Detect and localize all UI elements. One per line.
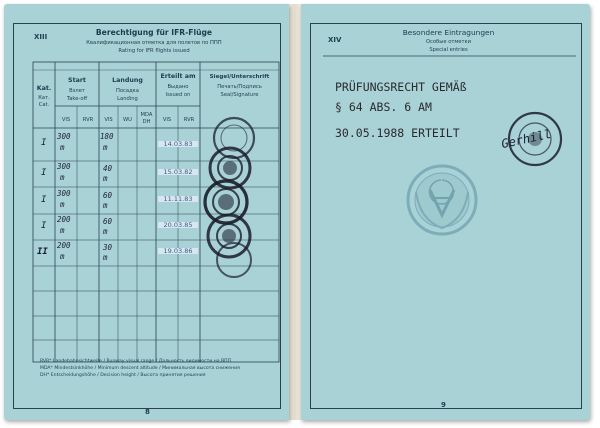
- section-number: XIII: [34, 33, 48, 41]
- row1-landung-vis: 180: [100, 132, 114, 141]
- row2-start-vis: 300: [57, 162, 71, 171]
- entry-line-2: § 64 ABS. 6 AM: [335, 100, 432, 114]
- row2-erteilt: 15.03.82: [158, 169, 198, 175]
- col-header-siegel-ru: Печать/Подпись: [217, 84, 262, 90]
- left-page: [4, 4, 289, 420]
- emblem-watermark: [402, 160, 482, 240]
- book-gutter: [289, 4, 301, 420]
- subheader-landung-mda: MDA: [140, 112, 153, 118]
- row1-landung-unit: m: [103, 143, 108, 152]
- official-stamps: [192, 104, 282, 284]
- row5-erteilt: 19.03.86: [158, 248, 198, 254]
- row3-kat: I: [41, 195, 47, 205]
- col-header-erteilt-ru: Выдано: [167, 84, 189, 90]
- right-title-de: Besondere Eintragungen: [402, 28, 495, 37]
- row2-kat: I: [41, 168, 47, 178]
- row4-kat: I: [41, 221, 47, 231]
- row4-start-vis: 200: [57, 215, 71, 224]
- entry-line-1: PRÜFUNGSRECHT GEMÄß: [335, 80, 467, 94]
- row1-start-unit: m: [60, 143, 65, 152]
- page-title-en: Rating for IFR flights issued: [118, 48, 190, 54]
- row3-start-vis: 300: [57, 189, 71, 198]
- subheader-landung-dh: DH: [142, 119, 151, 125]
- subheader-start-vis: VIS: [61, 117, 71, 123]
- right-header-rule: [301, 4, 590, 64]
- footnote-rvr: RVR* Landebahnsichtweite / Runway visual range / Дальность видимости на ВПП: [40, 359, 232, 364]
- col-header-landung-en: Landing: [117, 96, 138, 102]
- row3-start-unit: m: [60, 200, 65, 209]
- row1-erteilt: 14.03.83: [158, 141, 198, 147]
- page-number-right: 9: [441, 401, 446, 409]
- entry-line-3: 30.05.1988 ERTEILT: [335, 126, 460, 140]
- row4-landung-vis: 60: [103, 217, 113, 226]
- row5-kat: II: [37, 247, 48, 257]
- row3-landung-unit: m: [103, 201, 108, 210]
- row1-kat: I: [41, 138, 47, 148]
- row5-landung-vis: 30: [103, 243, 113, 252]
- subheader-landung-wu: WU: [123, 117, 132, 123]
- page-title-ru: Квалификационная отметка для полетов по ППП: [86, 40, 222, 46]
- col-header-erteilt-en: Issued on: [165, 92, 191, 98]
- subheader-start-rvr: RVR: [82, 117, 94, 123]
- row5-landung-unit: m: [103, 253, 108, 262]
- right-title-en: Special entries: [429, 47, 468, 53]
- col-header-erteilt: Erteilt am: [160, 73, 196, 80]
- row3-erteilt: 11.11.83: [158, 196, 198, 202]
- page-title-de: Berechtigung für IFR-Flüge: [95, 28, 213, 37]
- page-number-left: 8: [145, 408, 150, 416]
- col-header-kat: Kat.: [36, 85, 52, 92]
- col-header-landung: Landung: [112, 77, 143, 84]
- signature: Gerhill: [500, 126, 553, 152]
- col-header-start-ru: Взлет: [69, 88, 85, 94]
- section-number-right: XIV: [328, 36, 342, 44]
- col-header-landung-ru: Посадка: [115, 88, 139, 94]
- subheader-landung-vis: VIS: [104, 117, 113, 123]
- right-title-ru: Особые отметки: [425, 39, 472, 45]
- row2-landung-vis: 40: [103, 164, 113, 173]
- row4-erteilt: 20.03.85: [158, 222, 198, 228]
- col-header-siegel-en: Seal/Signature: [220, 92, 259, 98]
- col-header-kat-en: Cat.: [38, 102, 50, 108]
- right-page: [301, 4, 590, 420]
- row2-start-unit: m: [60, 173, 65, 182]
- row1-start-vis: 300: [57, 132, 71, 141]
- col-header-start: Start: [68, 77, 86, 84]
- row2-landung-unit: m: [103, 174, 108, 183]
- footnote-dh: DH* Entscheidungshöhe / Decision height / Высота принятия решения: [40, 373, 206, 378]
- col-header-start-en: Take-off: [66, 96, 88, 102]
- row4-start-unit: m: [60, 226, 65, 235]
- subheader-erteilt-rvr: RVR: [183, 117, 195, 123]
- row5-start-unit: m: [60, 252, 65, 261]
- row4-landung-unit: m: [103, 227, 108, 236]
- subheader-erteilt-vis: VIS: [162, 117, 172, 123]
- row3-landung-vis: 60: [103, 191, 113, 200]
- row5-start-vis: 200: [57, 241, 71, 250]
- col-header-kat-ru: Кат.: [38, 95, 50, 101]
- col-header-siegel: Siegel/Unterschrift: [209, 74, 270, 80]
- footnote-mda: MDA* Mindestsinkhöhe / Minimum descent altitude / Минимальная высота снижения: [40, 366, 240, 371]
